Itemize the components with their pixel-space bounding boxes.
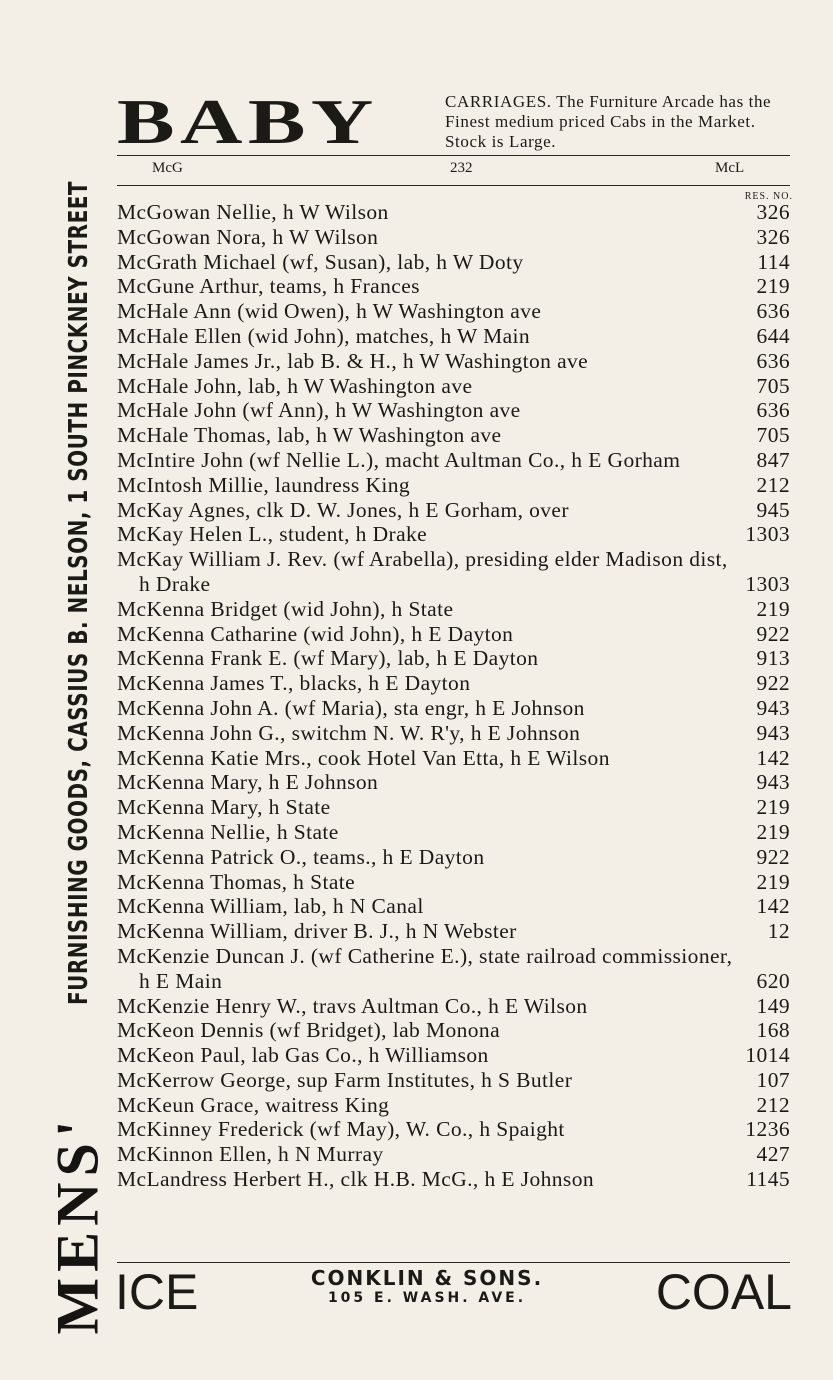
entry-residence-number: 922 [756,844,790,869]
entry-text: McKenna Frank E. (wf Mary), lab, h E Dayton [117,646,539,671]
directory-entry [117,299,790,324]
entry-residence-number: 427 [756,1142,790,1167]
directory-entry [117,448,790,473]
entry-text: McKenna John A. (wf Maria), sta engr, h E Johnson [117,695,585,720]
entry-residence-number: 219 [756,869,790,894]
directory-entry [117,324,790,349]
side-ad-brand-label: MENS' [44,1113,111,1335]
entry-text: McLandress Herbert H., clk H.B. McG., h E Johnson [117,1167,594,1192]
directory-entry [117,845,790,870]
directory-entry [117,1142,790,1167]
entry-residence-number: 705 [756,373,790,398]
entry-residence-number: 620 [756,968,790,993]
side-ad-text [58,88,98,1098]
entry-residence-number: 922 [756,621,790,646]
directory-entry [117,944,790,994]
directory-entry [117,1167,790,1192]
directory-entry [117,894,790,919]
entry-residence-number: 636 [756,299,790,324]
entry-residence-number: 847 [756,447,790,472]
entry-residence-number: 922 [756,671,790,696]
entry-text: McKinnon Ellen, h N Murray [117,1142,384,1167]
entry-residence-number: 219 [756,274,790,299]
directory-entry [117,671,790,696]
entry-residence-number: 142 [756,894,790,919]
directory-entry [117,1043,790,1068]
entry-text: McKenna Patrick O., teams., h E Dayton [117,844,485,869]
entry-residence-number: 945 [756,497,790,522]
entry-text: McKenna William, driver B. J., h N Webster [117,919,517,944]
entry-residence-number: 212 [756,1092,790,1117]
side-ad-brand [44,1113,111,1335]
entry-residence-number: 636 [756,398,790,423]
footer-coal: COAL [655,1264,792,1320]
entry-residence-number: 326 [756,224,790,249]
page-number: 232 [450,160,473,176]
entry-text: McKenna Catharine (wid John), h E Dayton [117,621,514,646]
directory-entry [117,1018,790,1043]
directory-entry [117,622,790,647]
entry-text: McHale Ann (wid Owen), h W Washington ave [117,299,542,324]
directory-entry [117,225,790,250]
entry-text: McHale James Jr., lab B. & H., h W Washington ave [117,348,589,373]
entry-residence-number: 1303 [745,571,790,596]
entry-residence-number: 168 [756,1018,790,1043]
entry-text: McIntire John (wf Nellie L.), macht Aultman Co., h E Gorham [117,447,681,472]
entry-residence-number: 149 [756,993,790,1018]
entry-residence-number: 943 [756,695,790,720]
entry-text: McIntosh Millie, laundress King [117,472,411,497]
entry-text: McKenna Nellie, h State [117,819,339,844]
directory-entry [117,994,790,1019]
entry-text: McKeon Dennis (wf Bridget), lab Monona [117,1018,501,1043]
entry-text: McKenna Thomas, h State [117,869,356,894]
entry-residence-number: 1303 [745,522,790,547]
entry-residence-number: 1145 [746,1167,790,1192]
entry-residence-number: 142 [756,745,790,770]
running-head-right: McL [715,160,745,176]
entry-residence-number: 212 [756,472,790,497]
entry-text: McKenna Mary, h E Johnson [117,770,379,795]
directory-entry [117,696,790,721]
directory-entry [117,746,790,771]
directory-entry [117,820,790,845]
entry-residence-number: 1236 [745,1117,790,1142]
directory-entry [117,473,790,498]
entry-residence-number: 943 [756,770,790,795]
entry-residence-number: 219 [756,795,790,820]
entry-text: McGrath Michael (wf, Susan), lab, h W Doty [117,249,524,274]
header-rule-top [117,155,790,156]
directory-entry [117,1093,790,1118]
entry-residence-number: 636 [756,348,790,373]
running-head-left: McG [152,160,183,176]
entry-text: McKenna Katie Mrs., cook Hotel Van Etta, h E Wilson [117,745,610,770]
directory-listing [117,200,790,1192]
footer-company: CONKLIN & SONS. [310,1266,544,1290]
entry-text: McHale John, lab, h W Washington ave [117,373,473,398]
entry-residence-number: 644 [756,323,790,348]
directory-entry [117,349,790,374]
entry-residence-number: 705 [756,423,790,448]
entry-text: McGowan Nora, h W Wilson [117,224,379,249]
entry-residence-number: 114 [757,249,790,274]
directory-entry [117,374,790,399]
entry-text: McKenna Mary, h State [117,795,331,820]
entry-residence-number: 219 [756,596,790,621]
entry-text: McGowan Nellie, h W Wilson [117,200,389,224]
side-ad-label: FURNISHING GOODS, CASSIUS B. NELSON, 1 SOUTH PINCKNEY STREET [62,180,94,1006]
entry-text: McKenzie Henry W., travs Aultman Co., h E Wilson [117,993,588,1018]
directory-entry [117,721,790,746]
entry-residence-number: 219 [756,819,790,844]
entry-residence-number: 913 [756,646,790,671]
entry-text: McKinney Frederick (wf May), W. Co., h Spaight [117,1117,565,1142]
directory-entry [117,200,790,225]
entry-text: McKenna James T., blacks, h E Dayton [117,671,471,696]
baby-banner: BABY [117,86,379,157]
entry-residence-number: 12 [767,919,790,944]
header-rule-bottom [117,185,790,186]
entry-text: McKerrow George, sup Farm Institutes, h S Butler [117,1067,573,1092]
residence-number-label: RES. NO. [744,191,793,202]
entry-text: McHale Thomas, lab, h W Washington ave [117,423,502,448]
entry-text: McGune Arthur, teams, h Frances [117,274,420,299]
directory-entry [117,646,790,671]
entry-text: McKeon Paul, lab Gas Co., h Williamson [117,1043,489,1068]
directory-entry [117,274,790,299]
directory-entry [117,870,790,895]
directory-entry [117,597,790,622]
entry-text: McKenna John G., switchm N. W. R'y, h E Johnson [117,720,581,745]
directory-entry [117,498,790,523]
entry-text: McKay William J. Rev. (wf Arabella), presiding elder Madison dist, h Drake [117,547,728,596]
directory-entry [117,1068,790,1093]
entry-text: McKenzie Duncan J. (wf Catherine E.), state railroad commissioner, h E Main [117,943,733,993]
page-header-ad [117,86,793,157]
entry-text: McHale Ellen (wid John), matches, h W Main [117,323,531,348]
entry-residence-number: 1014 [745,1043,790,1068]
carriage-ad-text: CARRIAGES. The Furniture Arcade has the Finest medium priced Cabs in the Market. Stock is Large. [445,92,772,151]
entry-residence-number: 943 [756,720,790,745]
directory-entry [117,250,790,275]
footer-address: 105 E. WASH. AVE. [327,1290,527,1306]
directory-entry [117,423,790,448]
entry-residence-number: 326 [756,200,790,224]
footer-ice: ICE [115,1264,199,1320]
directory-entry [117,1117,790,1142]
directory-entry [117,795,790,820]
directory-entry [117,522,790,547]
entry-text: McKenna Bridget (wid John), h State [117,596,454,621]
footer-ad [117,1264,790,1324]
entry-text: McKay Helen L., student, h Drake [117,522,428,547]
directory-entry [117,398,790,423]
footer-rule [117,1262,790,1263]
directory-entry [117,919,790,944]
side-advertisement [44,88,111,1335]
entry-text: McHale John (wf Ann), h W Washington ave [117,398,521,423]
entry-text: McKenna William, lab, h N Canal [117,894,424,919]
entry-text: McKeun Grace, waitress King [117,1092,390,1117]
entry-text: McKay Agnes, clk D. W. Jones, h E Gorham, over [117,497,569,522]
entry-residence-number: 107 [756,1067,790,1092]
directory-entry [117,547,790,597]
directory-entry [117,770,790,795]
